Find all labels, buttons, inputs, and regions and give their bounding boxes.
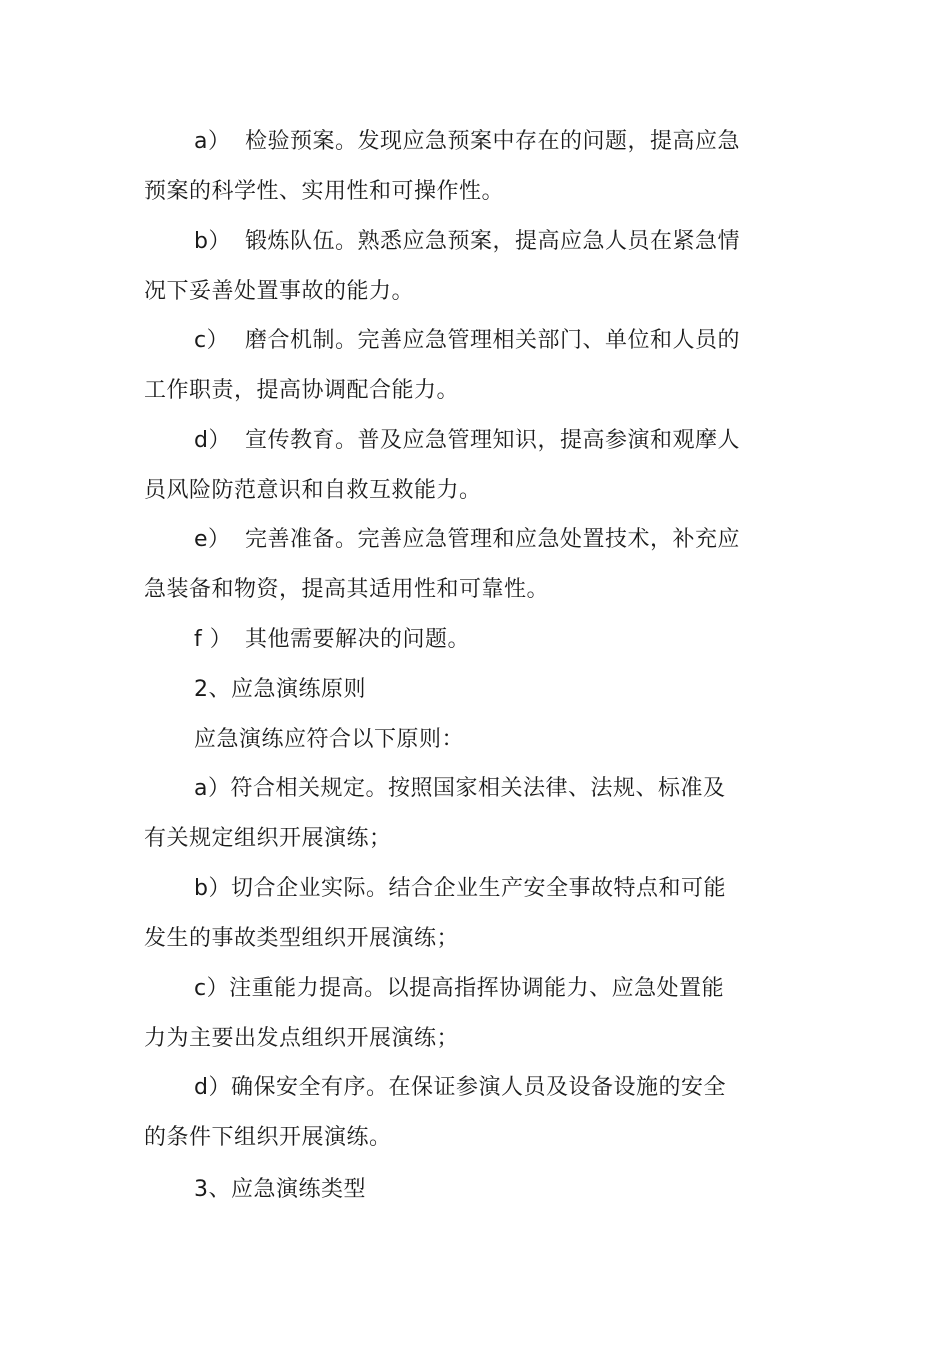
purpose-item-a-continuation: 预案的科学性、实用性和可操作性。 [144,179,505,204]
item-text: 磨合机制。完善应急管理相关部门、单位和人员的 [245,328,741,353]
principle-d-continuation: 的条件下组织开展演练。 [144,1125,392,1150]
principle-b: b）切合企业实际。结合企业生产安全事故特点和可能 [194,876,726,901]
item-marker: a） [194,129,231,154]
purpose-item-a [194,127,740,157]
principle-d: d）确保安全有序。在保证参演人员及设备设施的安全 [194,1075,726,1100]
item-marker: d） [194,428,231,453]
principle-a-continuation: 有关规定组织开展演练； [144,826,392,851]
item-text: 完善准备。完善应急管理和应急处置技术，补充应 [245,527,741,552]
item-text: 宣传教育。普及应急管理知识，提高参演和观摩人 [245,428,741,453]
section-2-intro: 应急演练应符合以下原则： [194,727,465,752]
purpose-item-b-continuation: 况下妥善处置事故的能力。 [144,279,415,304]
item-text: 锻炼队伍。熟悉应急预案，提高应急人员在紧急情 [245,229,741,254]
principle-b-continuation: 发生的事故类型组织开展演练； [144,926,460,951]
purpose-item-d [194,426,740,456]
purpose-item-e [194,525,740,555]
purpose-item-f [194,625,470,655]
principle-a: a）符合相关规定。按照国家相关法律、法规、标准及 [194,776,726,801]
purpose-item-c-continuation: 工作职责，提高协调配合能力。 [144,378,460,403]
section-3-heading: 3、应急演练类型 [194,1177,366,1202]
item-text: 检验预案。发现应急预案中存在的问题，提高应急 [245,129,741,154]
item-marker: b） [194,229,231,254]
item-marker: c） [194,328,230,353]
item-text: 其他需要解决的问题。 [245,627,471,652]
purpose-item-c [194,326,740,356]
purpose-item-d-continuation: 员风险防范意识和自救互救能力。 [144,478,482,503]
section-2-heading: 2、应急演练原则 [194,677,366,702]
purpose-item-e-continuation: 急装备和物资，提高其适用性和可靠性。 [144,577,550,602]
principle-c-continuation: 力为主要出发点组织开展演练； [144,1026,460,1051]
principle-c: c）注重能力提高。以提高指挥协调能力、应急处置能 [194,976,725,1001]
purpose-item-b [194,227,740,257]
item-marker: f ） [194,627,233,652]
item-marker: e） [194,527,231,552]
